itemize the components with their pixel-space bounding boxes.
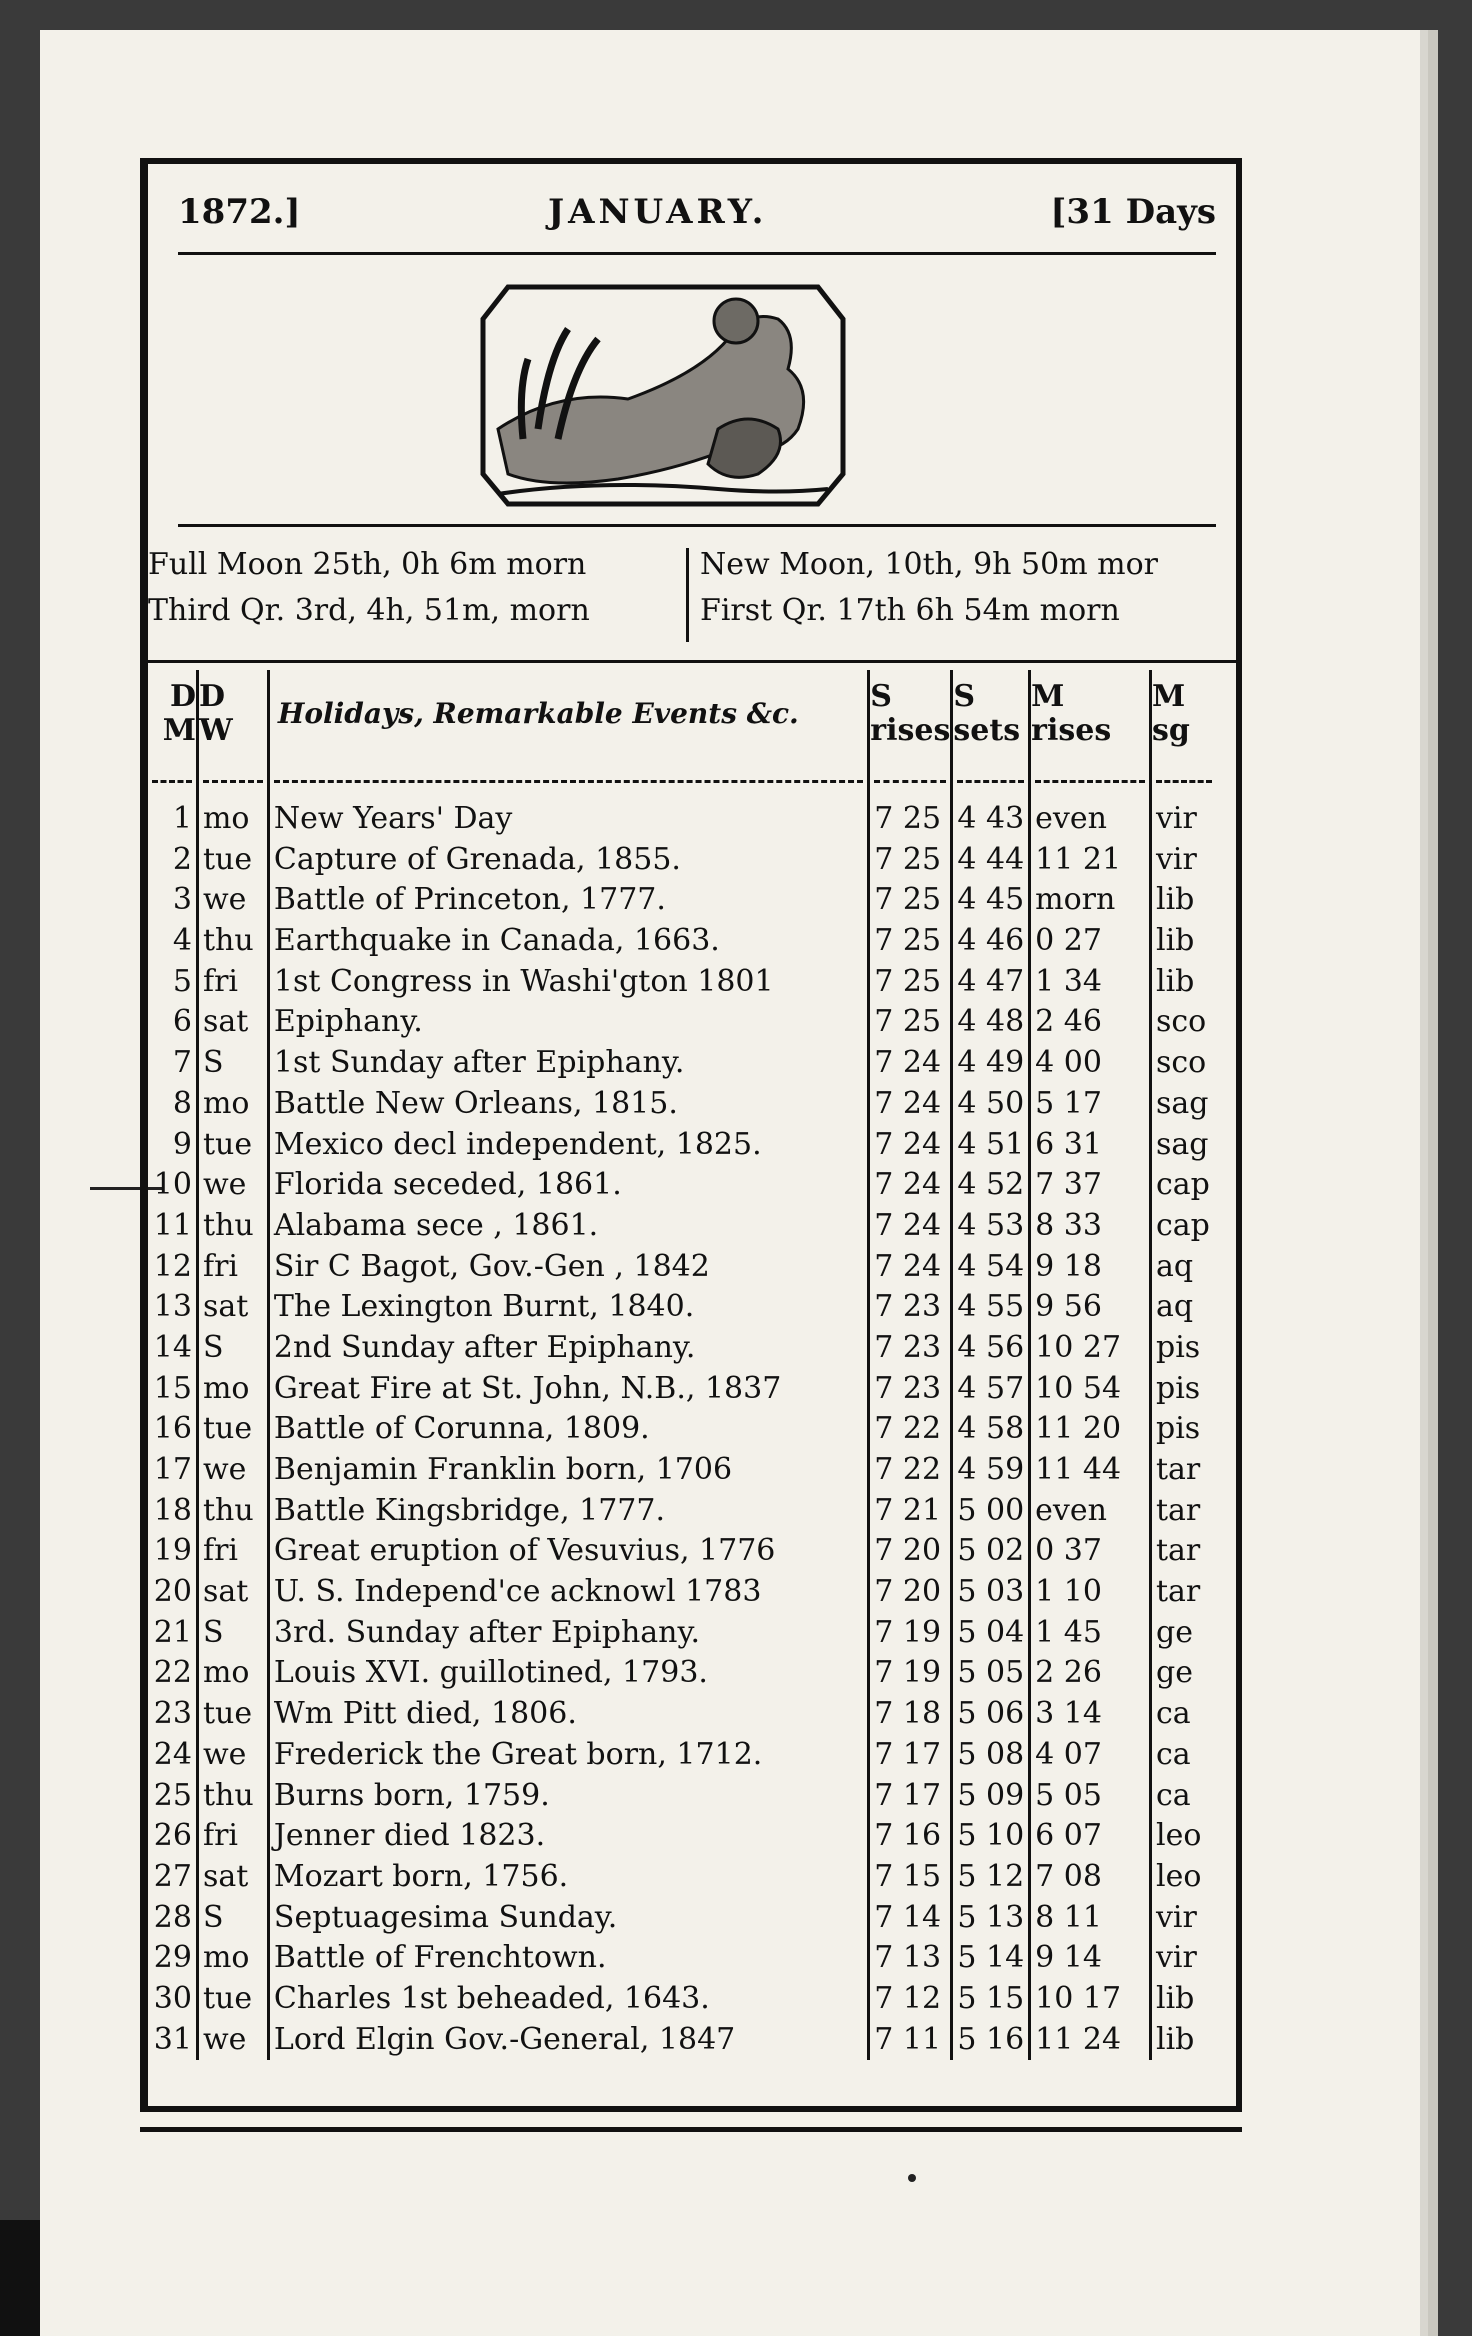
moon-sign: lib xyxy=(1150,2019,1216,2060)
moon-rises: 10 27 xyxy=(1030,1328,1151,1369)
event-text: Jenner died 1823. xyxy=(268,1816,868,1857)
event-text: Burns born, 1759. xyxy=(268,1775,868,1816)
day-of-month: 3 xyxy=(172,882,192,918)
table-row xyxy=(148,1124,1216,1165)
moon-phases xyxy=(148,542,1236,654)
day-of-week: we xyxy=(197,2019,268,2060)
page-header xyxy=(178,184,1216,244)
sun-rises: 7 24 xyxy=(869,1246,952,1287)
calendar-frame xyxy=(140,158,1242,2112)
moon-sign: cap xyxy=(1150,1206,1216,1247)
table-row xyxy=(148,1897,1216,1938)
moon-sign: cap xyxy=(1150,1165,1216,1206)
day-of-week: tue xyxy=(197,1409,268,1450)
moon-rises: 5 17 xyxy=(1030,1084,1151,1125)
sun-sets: 4 59 xyxy=(952,1450,1030,1491)
sun-sets: 4 52 xyxy=(952,1165,1030,1206)
header-separator xyxy=(148,758,1216,799)
day-of-week: thu xyxy=(197,921,268,962)
event-text: Earthquake in Canada, 1663. xyxy=(268,921,868,962)
day-of-week: fri xyxy=(197,1816,268,1857)
sun-sets: 4 45 xyxy=(952,880,1030,921)
event-text: Battle New Orleans, 1815. xyxy=(268,1084,868,1125)
moon-sign: lib xyxy=(1150,1979,1216,2020)
table-row xyxy=(148,1490,1216,1531)
day-of-week: thu xyxy=(197,1490,268,1531)
moon-rises: even xyxy=(1030,1490,1151,1531)
almanac-page xyxy=(40,30,1420,2336)
event-text: Great eruption of Vesuvius, 1776 xyxy=(268,1531,868,1572)
moon-rises: even xyxy=(1030,799,1151,840)
sun-rises: 7 20 xyxy=(869,1572,952,1613)
table-row xyxy=(148,1735,1216,1776)
sun-sets: 5 13 xyxy=(952,1897,1030,1938)
event-text: 3rd. Sunday after Epiphany. xyxy=(268,1612,868,1653)
sun-sets: 4 48 xyxy=(952,1002,1030,1043)
sun-sets: 4 47 xyxy=(952,961,1030,1002)
event-text: Sir C Bagot, Gov.-Gen , 1842 xyxy=(268,1246,868,1287)
moon-sign: sag xyxy=(1150,1084,1216,1125)
moon-rises: 2 26 xyxy=(1030,1653,1151,1694)
event-text: Battle of Princeton, 1777. xyxy=(268,880,868,921)
sun-rises: 7 20 xyxy=(869,1531,952,1572)
sun-rises: 7 14 xyxy=(869,1897,952,1938)
table-row xyxy=(148,1002,1216,1043)
day-of-month: 6 xyxy=(172,1004,192,1040)
moon-rises: 11 44 xyxy=(1030,1450,1151,1491)
event-text: Frederick the Great born, 1712. xyxy=(268,1735,868,1776)
day-of-month: 15 xyxy=(153,1370,192,1406)
sun-sets: 4 46 xyxy=(952,921,1030,962)
day-of-month: 4 xyxy=(172,923,192,959)
day-of-month: 18 xyxy=(153,1492,192,1528)
day-of-month: 30 xyxy=(153,1980,192,2016)
sun-sets: 4 56 xyxy=(952,1328,1030,1369)
event-text: Capture of Grenada, 1855. xyxy=(268,839,868,880)
day-of-month: 25 xyxy=(153,1777,192,1813)
moon-sign: vir xyxy=(1150,1938,1216,1979)
moon-rises: 5 05 xyxy=(1030,1775,1151,1816)
binding-edge xyxy=(0,2220,40,2336)
sun-rises: 7 19 xyxy=(869,1653,952,1694)
moon-rises: 0 37 xyxy=(1030,1531,1151,1572)
day-of-week: S xyxy=(197,1328,268,1369)
table-row xyxy=(148,1450,1216,1491)
sun-rises: 7 12 xyxy=(869,1979,952,2020)
sun-rises: 7 22 xyxy=(869,1450,952,1491)
moon-sign: ca xyxy=(1150,1694,1216,1735)
day-of-month: 31 xyxy=(153,2021,192,2057)
table-row xyxy=(148,880,1216,921)
sun-sets: 4 43 xyxy=(952,799,1030,840)
table-row xyxy=(148,1572,1216,1613)
day-of-month: 19 xyxy=(153,1533,192,1569)
sun-sets: 5 05 xyxy=(952,1653,1030,1694)
moon-sign: aq xyxy=(1150,1246,1216,1287)
table-row xyxy=(148,1368,1216,1409)
moon-sign: tar xyxy=(1150,1531,1216,1572)
day-of-week: sat xyxy=(197,1857,268,1898)
table-row xyxy=(148,1287,1216,1328)
col-header-dm: D M xyxy=(162,679,196,748)
new-moon-line: New Moon, 10th, 9h 50m mor xyxy=(700,547,1159,582)
event-text: Wm Pitt died, 1806. xyxy=(268,1694,868,1735)
table-row xyxy=(148,1409,1216,1450)
sun-sets: 5 00 xyxy=(952,1490,1030,1531)
sun-sets: 4 55 xyxy=(952,1287,1030,1328)
sun-rises: 7 25 xyxy=(869,961,952,1002)
table-row xyxy=(148,1612,1216,1653)
day-of-month: 14 xyxy=(153,1329,192,1365)
table-row xyxy=(148,1328,1216,1369)
day-of-month: 10 xyxy=(153,1167,192,1203)
moon-sign: lib xyxy=(1150,921,1216,962)
day-of-month: 28 xyxy=(153,1899,192,1935)
sun-sets: 5 03 xyxy=(952,1572,1030,1613)
sun-sets: 5 06 xyxy=(952,1694,1030,1735)
moon-rule xyxy=(148,660,1236,663)
col-header-moon-sign: M sg xyxy=(1150,670,1216,758)
days-count: [31 Days xyxy=(1050,192,1216,232)
table-row xyxy=(148,1653,1216,1694)
sun-rises: 7 24 xyxy=(869,1043,952,1084)
moon-sign: aq xyxy=(1150,1287,1216,1328)
moon-sign: pis xyxy=(1150,1328,1216,1369)
day-of-month: 5 xyxy=(172,963,192,999)
day-of-month: 17 xyxy=(153,1452,192,1488)
moon-phases-right xyxy=(700,542,1158,634)
moon-rises: 6 31 xyxy=(1030,1124,1151,1165)
event-text: Septuagesima Sunday. xyxy=(268,1897,868,1938)
day-of-month: 2 xyxy=(172,841,192,877)
moon-sign: ca xyxy=(1150,1735,1216,1776)
sun-rises: 7 24 xyxy=(869,1124,952,1165)
day-of-month: 23 xyxy=(153,1696,192,1732)
moon-rises: 8 33 xyxy=(1030,1206,1151,1247)
table-row xyxy=(148,1857,1216,1898)
day-of-week: S xyxy=(197,1612,268,1653)
day-of-week: tue xyxy=(197,1124,268,1165)
event-text: 1st Congress in Washi'gton 1801 xyxy=(268,961,868,1002)
moon-sign: lib xyxy=(1150,961,1216,1002)
day-of-week: tue xyxy=(197,1979,268,2020)
sun-rises: 7 13 xyxy=(869,1938,952,1979)
sun-sets: 5 02 xyxy=(952,1531,1030,1572)
sun-sets: 5 09 xyxy=(952,1775,1030,1816)
sun-rises: 7 15 xyxy=(869,1857,952,1898)
sun-sets: 5 10 xyxy=(952,1816,1030,1857)
day-of-month: 24 xyxy=(153,1736,192,1772)
sun-rises: 7 18 xyxy=(869,1694,952,1735)
moon-rises: 10 17 xyxy=(1030,1979,1151,2020)
moon-rises: 0 27 xyxy=(1030,921,1151,962)
day-of-week: fri xyxy=(197,961,268,1002)
day-of-week: fri xyxy=(197,1246,268,1287)
day-of-week: S xyxy=(197,1043,268,1084)
col-header-sun-sets: S sets xyxy=(952,670,1030,758)
event-text: Battle Kingsbridge, 1777. xyxy=(268,1490,868,1531)
moon-sign: lib xyxy=(1150,880,1216,921)
day-of-week: we xyxy=(197,1735,268,1776)
moon-sign: pis xyxy=(1150,1409,1216,1450)
sun-rises: 7 24 xyxy=(869,1084,952,1125)
day-of-week: tue xyxy=(197,839,268,880)
sun-sets: 4 49 xyxy=(952,1043,1030,1084)
col-header-dw: D W xyxy=(197,670,268,758)
day-of-month: 11 xyxy=(153,1207,192,1243)
event-text: Benjamin Franklin born, 1706 xyxy=(268,1450,868,1491)
event-text: 1st Sunday after Epiphany. xyxy=(268,1043,868,1084)
event-text: Great Fire at St. John, N.B., 1837 xyxy=(268,1368,868,1409)
table-row xyxy=(148,799,1216,840)
day-of-month: 7 xyxy=(172,1045,192,1081)
event-text: Florida seceded, 1861. xyxy=(268,1165,868,1206)
header-rule xyxy=(178,252,1216,255)
table-row xyxy=(148,1775,1216,1816)
sun-sets: 4 54 xyxy=(952,1246,1030,1287)
sun-sets: 4 53 xyxy=(952,1206,1030,1247)
day-of-week: sat xyxy=(197,1002,268,1043)
day-of-week: mo xyxy=(197,1938,268,1979)
sun-rises: 7 23 xyxy=(869,1368,952,1409)
day-of-month: 8 xyxy=(172,1085,192,1121)
moon-rises: 8 11 xyxy=(1030,1897,1151,1938)
moon-rises: 9 56 xyxy=(1030,1287,1151,1328)
sun-rises: 7 25 xyxy=(869,799,952,840)
day-of-week: mo xyxy=(197,799,268,840)
moon-sign: vir xyxy=(1150,799,1216,840)
day-of-month: 1 xyxy=(172,801,192,837)
event-text: Alabama sece , 1861. xyxy=(268,1206,868,1247)
event-text: U. S. Independ'ce acknowl 1783 xyxy=(268,1572,868,1613)
event-text: Mozart born, 1756. xyxy=(268,1857,868,1898)
sun-sets: 4 57 xyxy=(952,1368,1030,1409)
sun-rises: 7 17 xyxy=(869,1775,952,1816)
day-of-month: 13 xyxy=(153,1289,192,1325)
moon-rises: 6 07 xyxy=(1030,1816,1151,1857)
sun-sets: 4 58 xyxy=(952,1409,1030,1450)
month-title: JANUARY. xyxy=(548,192,768,232)
moon-rises: 9 14 xyxy=(1030,1938,1151,1979)
table-row xyxy=(148,1694,1216,1735)
table-row xyxy=(148,921,1216,962)
day-of-month: 29 xyxy=(153,1940,192,1976)
sun-rises: 7 22 xyxy=(869,1409,952,1450)
moon-sign: pis xyxy=(1150,1368,1216,1409)
sun-rises: 7 16 xyxy=(869,1816,952,1857)
table-row xyxy=(148,1531,1216,1572)
sun-sets: 5 12 xyxy=(952,1857,1030,1898)
sun-rises: 7 21 xyxy=(869,1490,952,1531)
sun-sets: 5 14 xyxy=(952,1938,1030,1979)
day-of-week: S xyxy=(197,1897,268,1938)
sun-rises: 7 25 xyxy=(869,839,952,880)
moon-rises: 2 46 xyxy=(1030,1002,1151,1043)
sun-rises: 7 11 xyxy=(869,2019,952,2060)
sun-rises: 7 19 xyxy=(869,1612,952,1653)
table-row xyxy=(148,1206,1216,1247)
day-of-week: we xyxy=(197,1165,268,1206)
page-dot xyxy=(908,2174,916,2182)
table-row xyxy=(148,1084,1216,1125)
moon-divider xyxy=(686,548,689,642)
moon-sign: ca xyxy=(1150,1775,1216,1816)
moon-sign: ge xyxy=(1150,1612,1216,1653)
moon-rises: 11 20 xyxy=(1030,1409,1151,1450)
sun-rises: 7 23 xyxy=(869,1287,952,1328)
table-header-row xyxy=(148,670,1216,758)
table-row xyxy=(148,961,1216,1002)
moon-sign: sco xyxy=(1150,1043,1216,1084)
col-header-moon-rises: M rises xyxy=(1030,670,1151,758)
day-of-week: thu xyxy=(197,1206,268,1247)
sun-sets: 5 15 xyxy=(952,1979,1030,2020)
moon-rises: 3 14 xyxy=(1030,1694,1151,1735)
moon-sign: sco xyxy=(1150,1002,1216,1043)
moon-sign: vir xyxy=(1150,1897,1216,1938)
moon-sign: leo xyxy=(1150,1816,1216,1857)
moon-rises: 7 37 xyxy=(1030,1165,1151,1206)
table-row xyxy=(148,839,1216,880)
first-quarter-line: First Qr. 17th 6h 54m morn xyxy=(700,593,1120,628)
day-of-week: we xyxy=(197,880,268,921)
moon-rises: 9 18 xyxy=(1030,1246,1151,1287)
table-row xyxy=(148,1165,1216,1206)
moon-rises: 1 45 xyxy=(1030,1612,1151,1653)
sun-rises: 7 24 xyxy=(869,1206,952,1247)
sun-sets: 4 51 xyxy=(952,1124,1030,1165)
moon-phases-left xyxy=(148,542,678,634)
bottom-rule xyxy=(140,2127,1242,2132)
moon-rises: 1 10 xyxy=(1030,1572,1151,1613)
event-text: Louis XVI. guillotined, 1793. xyxy=(268,1653,868,1694)
day-of-week: sat xyxy=(197,1572,268,1613)
sun-sets: 5 16 xyxy=(952,2019,1030,2060)
day-of-month: 9 xyxy=(172,1126,192,1162)
day-of-week: sat xyxy=(197,1287,268,1328)
table-row xyxy=(148,1979,1216,2020)
day-of-week: fri xyxy=(197,1531,268,1572)
moon-sign: sag xyxy=(1150,1124,1216,1165)
moon-sign: vir xyxy=(1150,839,1216,880)
moon-rises: morn xyxy=(1030,880,1151,921)
illustration-rule xyxy=(178,524,1216,527)
moon-rises: 4 00 xyxy=(1030,1043,1151,1084)
day-of-week: we xyxy=(197,1450,268,1491)
day-of-month: 16 xyxy=(153,1411,192,1447)
day-of-week: tue xyxy=(197,1694,268,1735)
moon-rises: 11 24 xyxy=(1030,2019,1151,2060)
col-header-events: Holidays, Remarkable Events &c. xyxy=(268,670,868,758)
day-of-week: mo xyxy=(197,1653,268,1694)
moon-rises: 7 08 xyxy=(1030,1857,1151,1898)
event-text: Mexico decl independent, 1825. xyxy=(268,1124,868,1165)
moon-rises: 11 21 xyxy=(1030,839,1151,880)
day-of-month: 22 xyxy=(153,1655,192,1691)
sun-sets: 5 08 xyxy=(952,1735,1030,1776)
event-text: Battle of Corunna, 1809. xyxy=(268,1409,868,1450)
year-label: 1872.] xyxy=(178,192,301,232)
moon-sign: tar xyxy=(1150,1490,1216,1531)
third-quarter-line: Third Qr. 3rd, 4h, 51m, morn xyxy=(148,593,590,628)
sun-rises: 7 17 xyxy=(869,1735,952,1776)
day-of-month: 27 xyxy=(153,1858,192,1894)
day-of-month: 21 xyxy=(153,1614,192,1650)
table-row xyxy=(148,2019,1216,2060)
day-of-month: 26 xyxy=(153,1818,192,1854)
moon-sign: leo xyxy=(1150,1857,1216,1898)
calendar-table xyxy=(148,670,1216,2060)
calendar-body xyxy=(148,799,1216,2060)
sun-sets: 5 04 xyxy=(952,1612,1030,1653)
event-text: The Lexington Burnt, 1840. xyxy=(268,1287,868,1328)
sun-rises: 7 25 xyxy=(869,1002,952,1043)
table-row xyxy=(148,1043,1216,1084)
day-of-week: mo xyxy=(197,1084,268,1125)
event-text: Charles 1st beheaded, 1643. xyxy=(268,1979,868,2020)
event-text: Lord Elgin Gov.-General, 1847 xyxy=(268,2019,868,2060)
moon-sign: ge xyxy=(1150,1653,1216,1694)
table-row xyxy=(148,1246,1216,1287)
moon-sign: tar xyxy=(1150,1572,1216,1613)
event-text: New Years' Day xyxy=(268,799,868,840)
sun-rises: 7 23 xyxy=(869,1328,952,1369)
moon-sign: tar xyxy=(1150,1450,1216,1491)
day-of-month: 12 xyxy=(153,1248,192,1284)
sun-rises: 7 25 xyxy=(869,921,952,962)
event-text: 2nd Sunday after Epiphany. xyxy=(268,1328,868,1369)
sun-sets: 4 44 xyxy=(952,839,1030,880)
table-row xyxy=(148,1816,1216,1857)
day-of-week: mo xyxy=(197,1368,268,1409)
event-text: Epiphany. xyxy=(268,1002,868,1043)
moon-rises: 10 54 xyxy=(1030,1368,1151,1409)
full-moon-line: Full Moon 25th, 0h 6m morn xyxy=(148,547,587,582)
col-header-sun-rises: S rises xyxy=(869,670,952,758)
table-row xyxy=(148,1938,1216,1979)
moon-rises: 1 34 xyxy=(1030,961,1151,1002)
sun-rises: 7 25 xyxy=(869,880,952,921)
moon-rises: 4 07 xyxy=(1030,1735,1151,1776)
day-of-week: thu xyxy=(197,1775,268,1816)
aquarius-vignette-illustration xyxy=(478,279,848,509)
day-of-month: 20 xyxy=(153,1574,192,1610)
sun-rises: 7 24 xyxy=(869,1165,952,1206)
sun-sets: 4 50 xyxy=(952,1084,1030,1125)
event-text: Battle of Frenchtown. xyxy=(268,1938,868,1979)
